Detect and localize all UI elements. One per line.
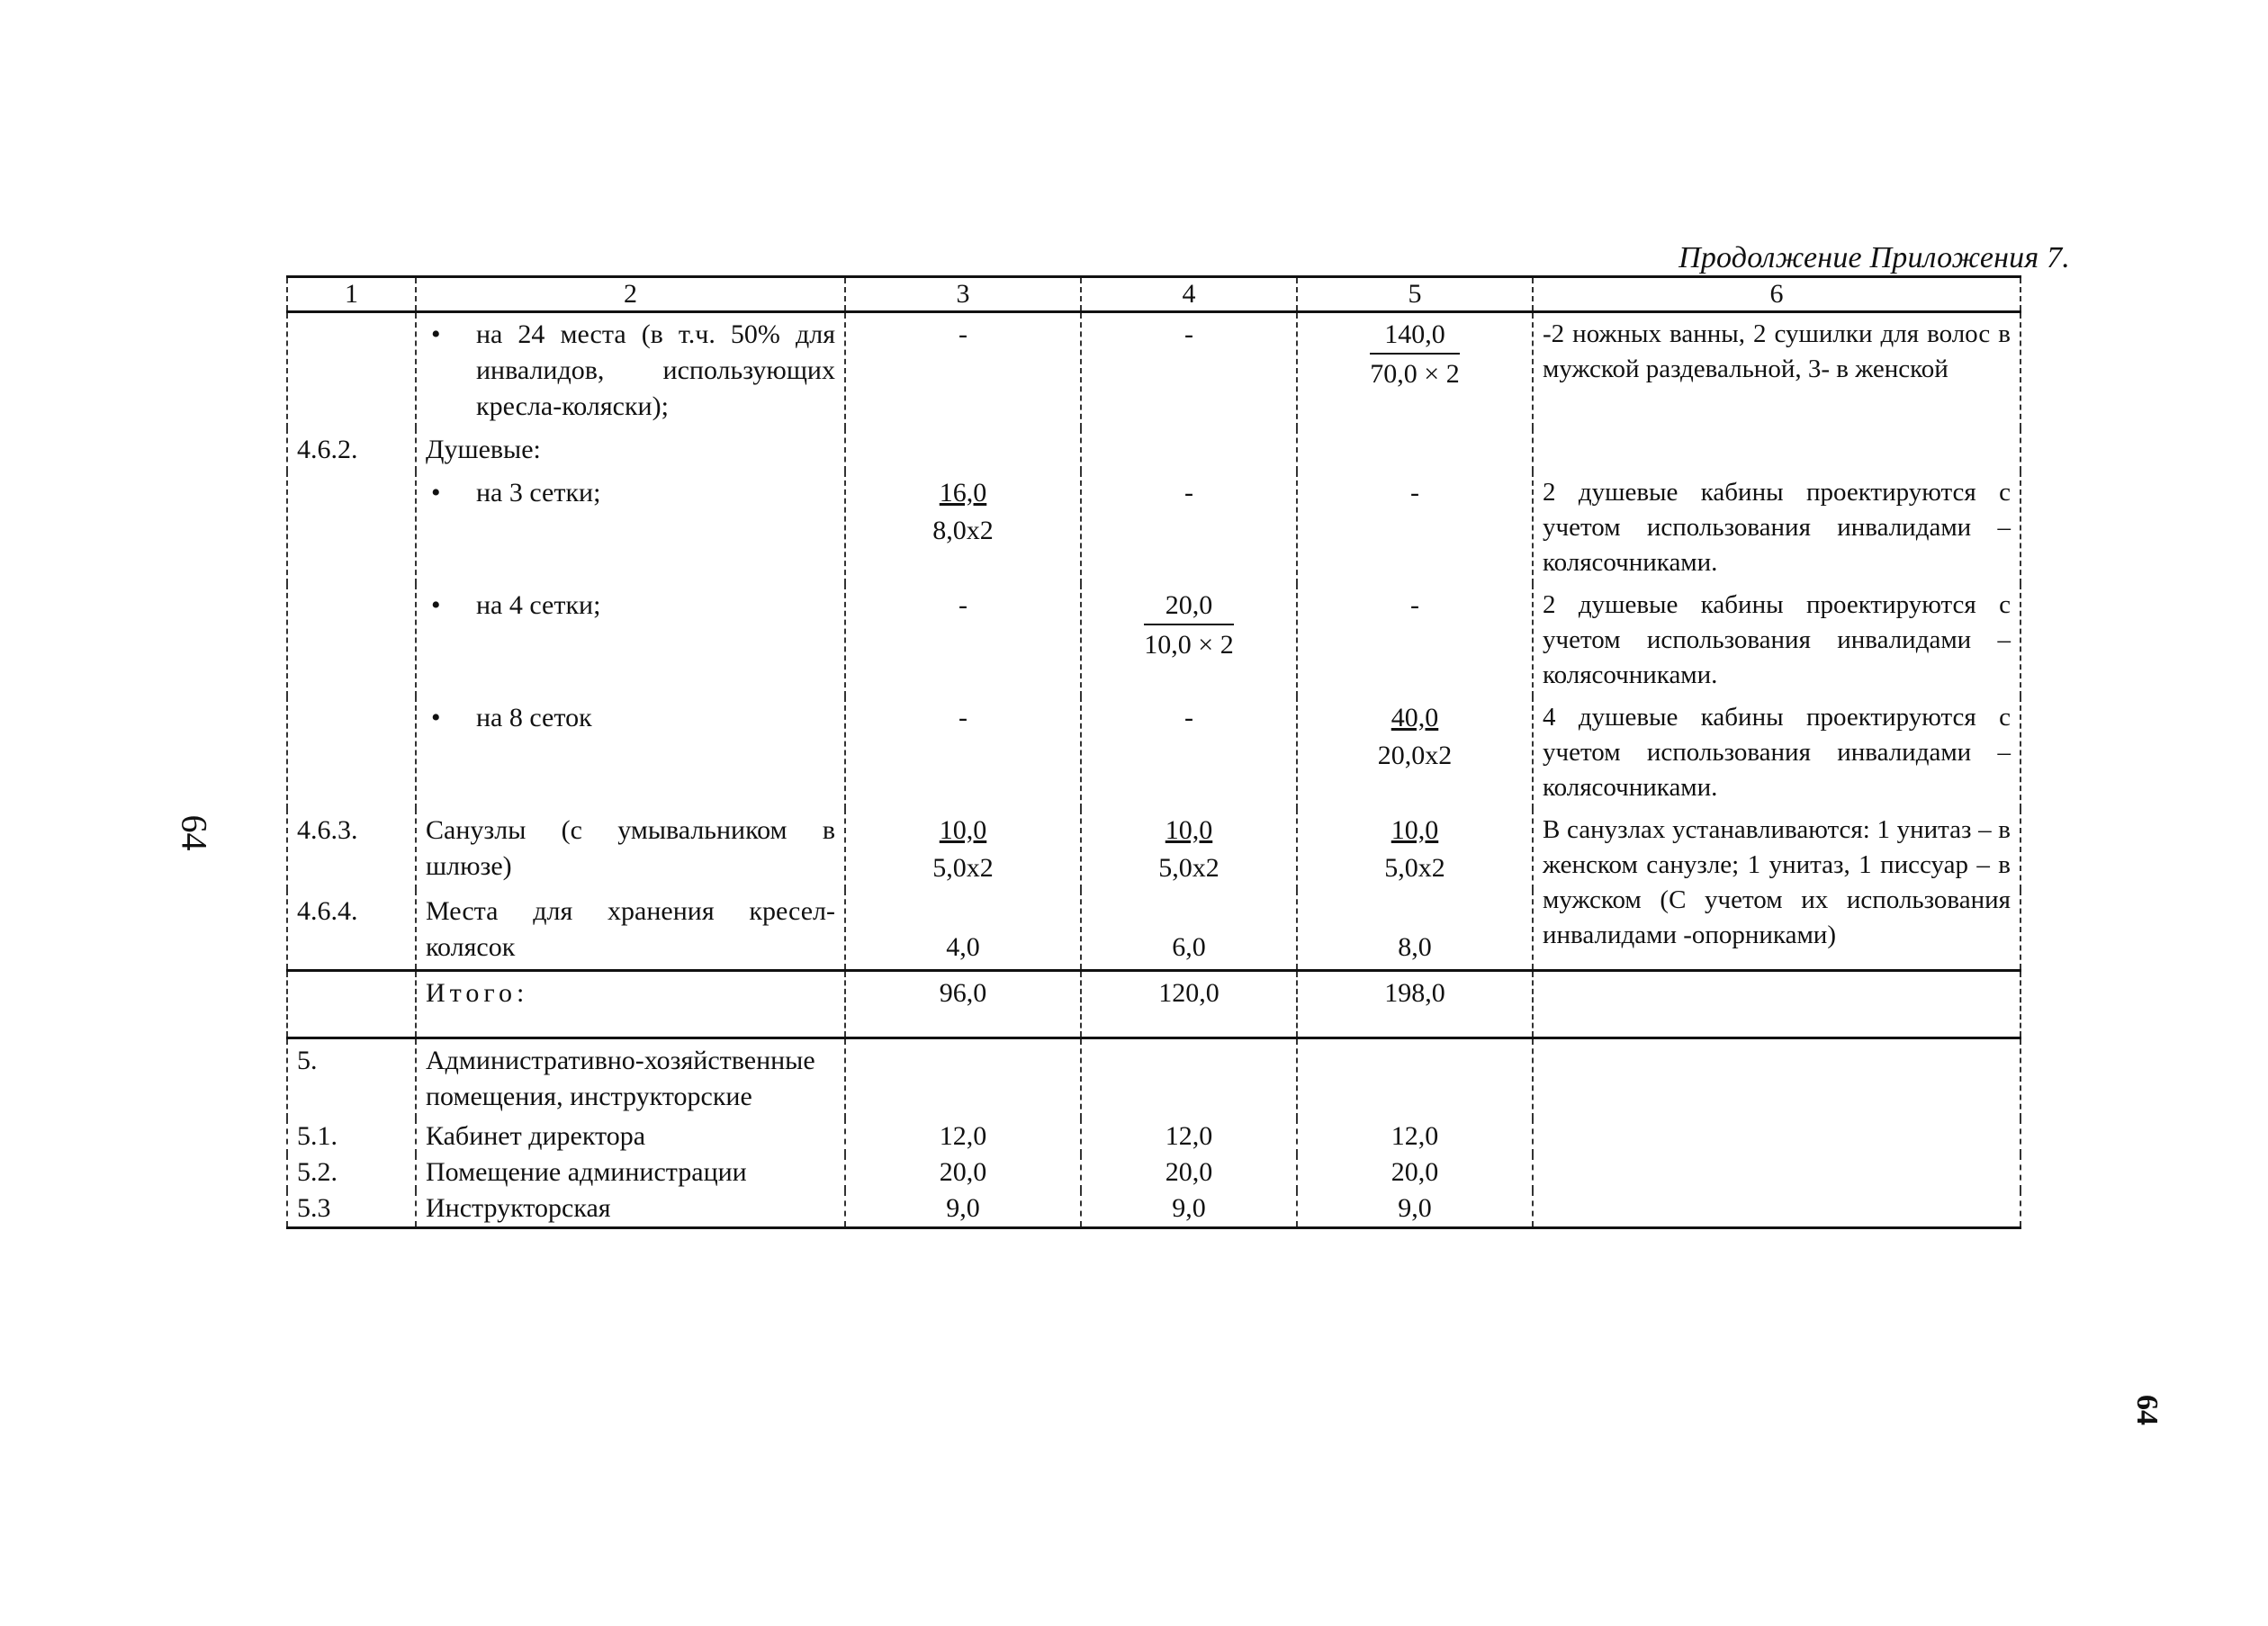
value-cell: - [1081,696,1297,809]
item-name: на 3 сетки; [476,478,601,508]
fraction-bottom: 5,0х2 [1158,853,1220,883]
table-header-row [287,277,2020,312]
name-cell: Кабинет директора [416,1118,845,1154]
fraction-bottom: 5,0х2 [932,853,994,883]
table-row [287,1154,2020,1190]
value-cell [1081,584,1297,696]
header-cell: 2 [416,277,845,312]
note-cell: В санузлах устанавливаются: 1 унитаз – в женском санузле; 1 унитаз, 1 писсуар – в мужском (С учетом их использования инвалидами -опорниками) [1533,809,2020,971]
fraction-top: 10,0 [1165,815,1213,845]
value-cell [1081,1038,1297,1119]
name-cell [416,696,845,809]
value-cell: 4,0 [845,890,1081,971]
name-cell [416,472,845,584]
value-cell: - [1297,584,1533,696]
name-cell: Административно-хозяйственные помещения, инструкторские [416,1038,845,1119]
code-cell: 5.1. [287,1118,416,1154]
code-cell: 5. [287,1038,416,1119]
bullet-marker: • [431,703,441,732]
fraction-top: 16,0 [939,478,987,508]
value-cell [1081,809,1297,890]
fraction-bottom: 5,0х2 [1384,853,1445,883]
note-cell: 4 душевые кабины проектируются с учетом использования инвалидами – колясочниками. [1533,696,2020,809]
fraction-value [932,813,994,886]
fraction-bottom: 10,0 × 2 [1144,630,1234,660]
value-cell: 20,0 [1297,1154,1533,1190]
value-cell: 20,0 [1081,1154,1297,1190]
item-name: на 8 сеток [476,703,592,732]
value-cell: - [845,584,1081,696]
value-cell: 12,0 [1081,1118,1297,1154]
fraction-bottom: 8,0х2 [932,516,994,545]
note-cell [1533,1154,2020,1190]
value-cell [845,472,1081,584]
fraction-top: 140,0 [1370,317,1459,355]
value-cell: 9,0 [845,1190,1081,1228]
code-cell: 5.2. [287,1154,416,1190]
code-cell [287,312,416,429]
code-cell [287,584,416,696]
value-cell: 198,0 [1297,971,1533,1038]
corner-page-mark: 64 [2130,1395,2164,1425]
note-cell [1533,971,2020,1038]
table-row [287,696,2020,809]
value-cell: - [1081,472,1297,584]
table-row [287,1190,2020,1228]
code-cell [287,472,416,584]
continuation-caption: Продолжение Приложения 7. [1678,241,2070,274]
value-cell: 12,0 [1297,1118,1533,1154]
value-cell [1297,696,1533,809]
value-cell: 9,0 [1297,1190,1533,1228]
value-cell [845,809,1081,890]
fraction-value [1378,700,1453,774]
fraction-top: 40,0 [1390,703,1439,732]
name-cell: Инструкторская [416,1190,845,1228]
value-cell [1081,428,1297,472]
value-cell: 12,0 [845,1118,1081,1154]
fraction-top: 20,0 [1144,588,1233,625]
note-cell: 2 душевые кабины проектируются с учетом использования инвалидами – колясочниками. [1533,472,2020,584]
value-cell: 9,0 [1081,1190,1297,1228]
fraction-value [1384,813,1445,886]
table-row [287,472,2020,584]
note-cell: 2 душевые кабины проектируются с учетом использования инвалидами – колясочниками. [1533,584,2020,696]
value-cell [1297,1038,1533,1119]
value-cell: 20,0 [845,1154,1081,1190]
item-name: на 4 сетки; [476,590,601,620]
value-cell [1297,428,1533,472]
header-cell: 5 [1297,277,1533,312]
note-cell: -2 ножных ванны, 2 сушилки для волос в мужской раздевальной, 3- в женской [1533,312,2020,429]
appendix-table [286,275,2021,1229]
bullet-marker: • [431,319,441,349]
name-cell [416,584,845,696]
table-row [287,312,2020,429]
value-cell: - [1297,472,1533,584]
value-cell: - [845,312,1081,429]
value-cell [1297,312,1533,429]
code-cell [287,696,416,809]
code-cell: 4.6.4. [287,890,416,971]
header-cell: 1 [287,277,416,312]
fraction-top: 10,0 [939,815,987,845]
value-cell [845,428,1081,472]
fraction-value [1370,317,1459,392]
table-row [287,428,2020,472]
code-cell [287,971,416,1038]
code-cell: 4.6.2. [287,428,416,472]
item-name: на 24 места (в т.ч. 50% для инвалидов, использующих кресла-коляски); [476,319,835,421]
code-cell: 5.3 [287,1190,416,1228]
fraction-value [932,475,994,549]
total-label: Итого: [416,971,845,1038]
name-cell: Места для хранения кресел-колясок [416,890,845,971]
bullet-marker: • [431,590,441,620]
code-cell: 4.6.3. [287,809,416,890]
fraction-value [1158,813,1220,886]
table-row [287,1118,2020,1154]
header-cell: 4 [1081,277,1297,312]
name-cell: Помещение администрации [416,1154,845,1190]
note-cell [1533,428,2020,472]
value-cell [1297,809,1533,890]
fraction-bottom: 20,0х2 [1377,741,1453,770]
value-cell: 8,0 [1297,890,1533,971]
value-cell: - [845,696,1081,809]
fraction-bottom: 70,0 × 2 [1370,359,1460,389]
header-cell: 6 [1533,277,2020,312]
fraction-value [1144,588,1233,663]
name-cell: Душевые: [416,428,845,472]
table-row [287,809,2020,890]
bullet-marker: • [431,478,441,508]
value-cell [845,1038,1081,1119]
table-row [287,584,2020,696]
header-cell: 3 [845,277,1081,312]
table-row [287,1038,2020,1119]
note-cell [1533,1118,2020,1154]
side-page-number: 64 [174,814,215,851]
value-cell: 6,0 [1081,890,1297,971]
name-cell: Санузлы (с умывальником в шлюзе) [416,809,845,890]
value-cell: 120,0 [1081,971,1297,1038]
value-cell: 96,0 [845,971,1081,1038]
value-cell: - [1081,312,1297,429]
fraction-top: 10,0 [1390,815,1439,845]
note-cell [1533,1190,2020,1228]
appendix-table-wrapper [286,275,2020,1229]
name-cell [416,312,845,429]
note-cell [1533,1038,2020,1119]
table-row-total [287,971,2020,1038]
